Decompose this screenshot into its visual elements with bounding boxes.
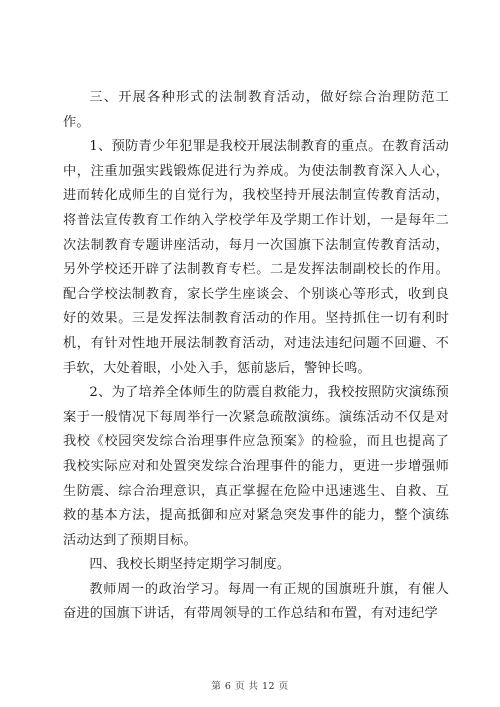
paragraph-monday-study: 教师周一的政治学习。每周一有正规的国旗班升旗，有催人奋进的国旗下讲话，有带周领导的工作总结和布置，有对违纪学 <box>63 581 449 622</box>
paragraph-section-four-heading: 四、我校长期坚持定期学习制度。 <box>89 557 291 573</box>
paragraph-earthquake-drill: 2、为了培养全体师生的防震自救能力，我校按照防灾演练预案于一般情况下每周举行一次紧急疏散演练。演练活动不仅是对我校《校园突发综合治理事件应急预案》的检验，而且也提高了我校实际应对和处置突发综合治理事件的能力，更进一步增强师生防震、综合治理意识，真正掌握在危险中迅速逃生、自救、互救的基本方法，提高抵御和应对紧急突发事件的能力，整个演练活动达到了预期目标。 <box>63 385 449 548</box>
paragraph-legal-education: 1、预防青少年犯罪是我校开展法制教育的重点。在教育活动中，注重加强实践锻炼促进行为养成。为使法制教育深入人心，进而转化成师生的自觉行为，我校坚持开展法制宣传教育活动，将普法宣传教育工作纳入学校学年及学期工作计划，一是每年二次法制教育专题讲座活动，每月一次国旗下法制宣传教育活动，另外学校还开辟了法制教育专栏。二是发挥法制副校长的作用。配合学校法制教育，家长学生座谈会、个别谈心等形式，收到良好的效果。三是发挥法制教育活动的作用。坚持抓住一切有利时机，有针对性地开展法制教育活动，对违法违纪问题不回避、不手软，大处着眼，小处入手，惩前毖后，警钟长鸣。 <box>63 139 449 376</box>
paragraph-section-three-heading: 三、开展各种形式的法制教育活动，做好综合治理防范工作。 <box>63 90 449 130</box>
document-body <box>63 86 449 627</box>
page-number-footer: 第 6 页 共 12 页 <box>211 681 289 692</box>
